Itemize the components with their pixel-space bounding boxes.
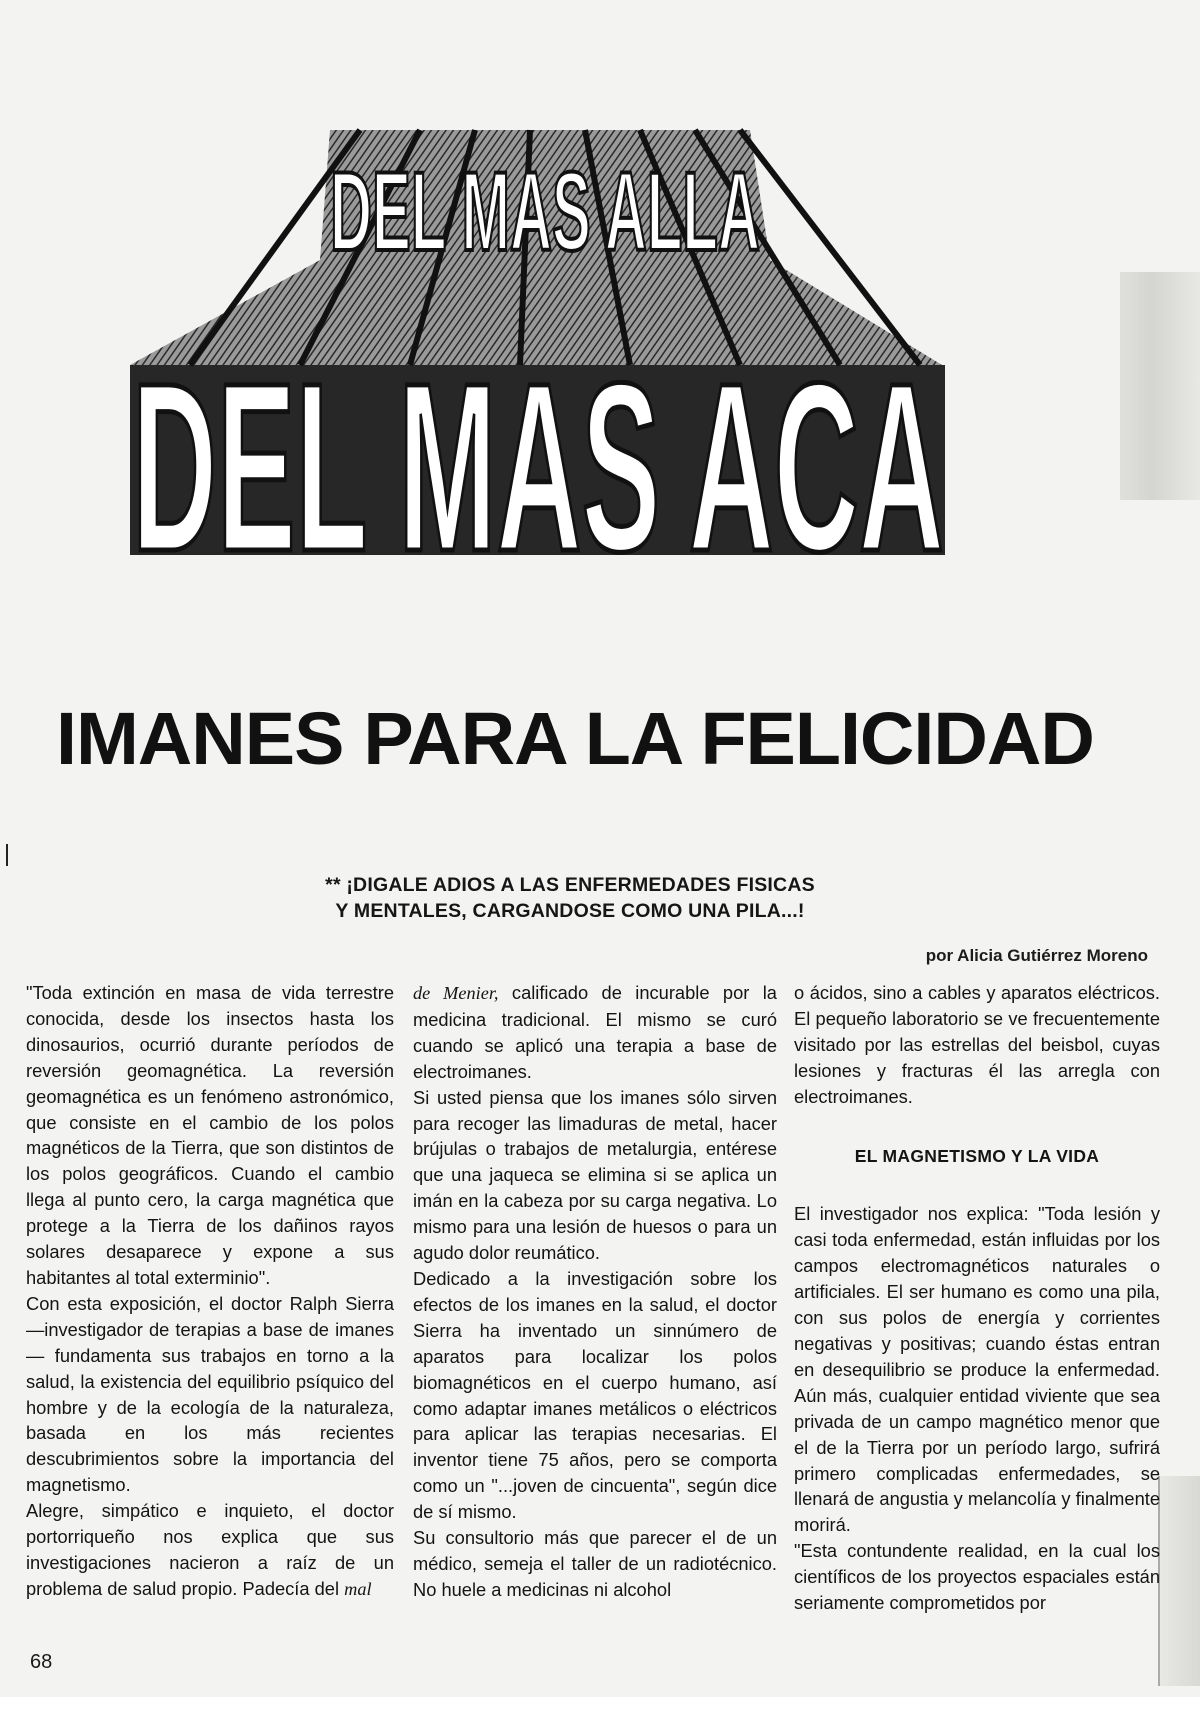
paragraph xyxy=(26,1498,394,1603)
page-number: 68 xyxy=(30,1651,53,1673)
masthead-line2: DEL MAS ACA xyxy=(132,333,944,601)
italic-term: mal xyxy=(344,1578,372,1599)
paragraph-text: Alegre, simpático e inquieto, el doctor portorriqueño nos explica que sus investigaciones nacieron a raíz de un problema de salud propio. Padecía del xyxy=(26,1500,394,1599)
deck xyxy=(240,872,900,924)
paragraph: o ácidos, sino a cables y aparatos eléctricos. El pequeño laboratorio se ve frecuentemente visitado por las estrellas del beisbol, cuyas lesiones y fracturas él las arregla con electroimanes. xyxy=(794,982,1160,1107)
article-column-2 xyxy=(413,980,777,1603)
deck-line-2: Y MENTALES, CARGANDOSE COMO UNA PILA...! xyxy=(335,900,805,922)
paragraph: "Esta contundente realidad, en la cual los científicos de los proyectos espaciales están seriamente comprometidos por xyxy=(794,1540,1160,1614)
masthead-line1: DEL MAS ALLA xyxy=(330,149,760,274)
paragraph: Dedicado a la investigación sobre los efectos de los imanes en la salud, el doctor Sierra ha inventado un sinnúmero de aparatos para localizar los polos biomagnéticos en el cuerpo humano, así como adaptar imanes metálicos o eléctricos para aplicar las terapias necesarias. El inventor tiene 75 años, pero se comporta como un "...joven de cincuenta", según dice de sí mismo. xyxy=(413,1267,777,1523)
italic-term: de Menier, xyxy=(413,983,499,1003)
byline: por Alicia Gutiérrez Moreno xyxy=(925,946,1148,965)
tape-strip xyxy=(1120,272,1200,500)
headline: IMANES PARA LA FELICIDAD xyxy=(56,697,1094,780)
paragraph xyxy=(413,980,777,1085)
masthead-logo xyxy=(130,120,1050,630)
page-mark xyxy=(6,844,8,866)
article-column-1 xyxy=(26,980,394,1603)
paragraph: Si usted piensa que los imanes sólo sirven para recoger las limaduras de metal, hacer brújulas o trabajos de metalurgia, entérese que una jaqueca se elimina si se aplica un imán en la cabeza por su carga negativa. Lo mismo para una lesión de huesos o para un agudo dolor reumático. xyxy=(413,1086,777,1264)
section-subhead: EL MAGNETISMO Y LA VIDA xyxy=(854,1145,1100,1166)
deck-line-1: ** ¡DIGALE ADIOS A LAS ENFERMEDADES FISICAS xyxy=(325,874,815,896)
paragraph: "Toda extinción en masa de vida terrestre conocida, desde los insectos hasta los dinosaurios, ocurrió durante períodos de reversión geomagnética. La reversión geomagnética es un fenómeno astronómico, que consiste en el cambio de los polos magnéticos de la Tierra, que son distintos de los polos geográficos. Cuando el cambio llega al punto cero, la carga magnética que protege a la Tierra de los dañinos rayos solares desaparece y expone a sus habitantes al total exterminio". xyxy=(26,982,394,1288)
tape-strip-lower xyxy=(1158,1476,1200,1686)
paragraph: Su consultorio más que parecer el de un médico, semeja el taller de un radiotécnico. No huele a medicinas ni alcohol xyxy=(413,1527,777,1600)
paper-edge xyxy=(0,1697,1200,1723)
paragraph-text: calificado de incurable por la medicina tradicional. El mismo se curó cuando se aplicó una terapia a base de electroimanes. xyxy=(413,982,777,1082)
paragraph: El investigador nos explica: "Toda lesión y casi toda enfermedad, están influidas por los campos electromagnéticos naturales o artificiales. El ser humano es como una pila, con sus polos de energía y corrientes negativas y positivas; cuando éstas entran en desequilibrio se produce la enfermedad. Aún más, cualquier entidad viviente que sea privada de un campo magnético menor que el de la Tierra por un período largo, sufrirá primero complicadas enfermedades, se llenará de angustia y melancolía y finalmente morirá. xyxy=(794,1203,1160,1536)
paragraph: Con esta exposición, el doctor Ralph Sierra —investigador de terapias a base de imanes— fundamenta sus trabajos en torno a la salud, la existencia del equilibrio psíquico del hombre y de la ecología de la naturaleza, basada en los más recientes descubrimientos sobre la importancia del magnetismo. xyxy=(26,1292,394,1496)
masthead-svg xyxy=(130,120,1050,630)
article-column-3 xyxy=(794,980,1160,1616)
